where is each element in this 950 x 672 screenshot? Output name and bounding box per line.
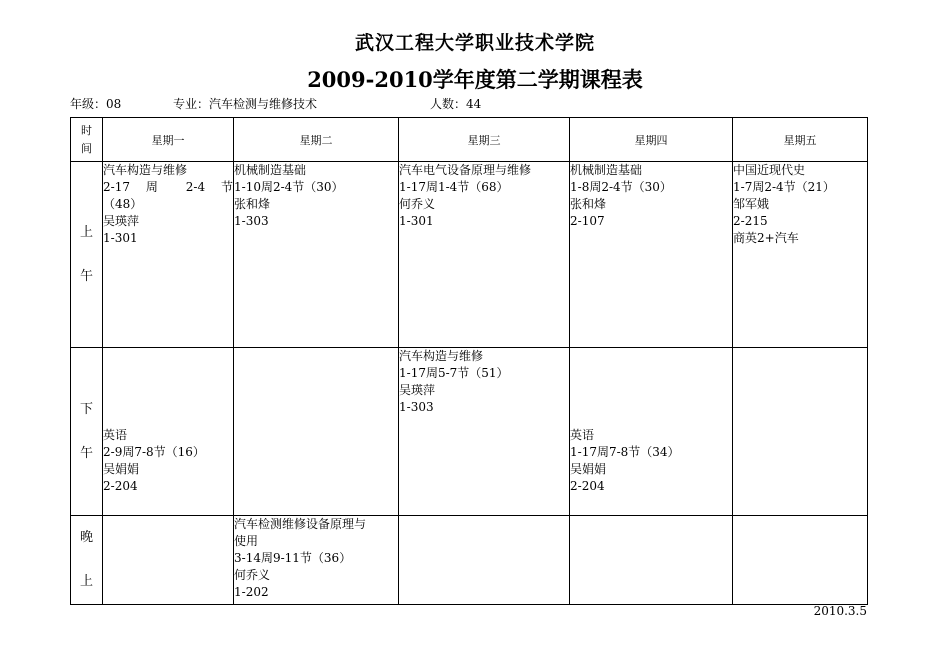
grade-label: 年级：08 xyxy=(70,97,122,111)
course-name: 汽车构造与维修 xyxy=(103,163,188,177)
course-room: 2-204 xyxy=(103,479,138,493)
course-teacher: 何乔义 xyxy=(399,197,436,211)
slot-wed-afternoon xyxy=(399,348,570,516)
time-header-line1: 时 xyxy=(81,123,92,137)
period-morning-1: 上 xyxy=(79,224,93,240)
period-evening xyxy=(71,516,103,605)
evening-row xyxy=(71,516,868,605)
day-header-fri: 星期五 xyxy=(733,118,868,162)
header-row xyxy=(71,118,868,162)
course-room: 2-107 xyxy=(570,214,605,228)
course-room: 2-215 xyxy=(733,214,768,228)
course-schedule: 1-10周2-4节（30） xyxy=(234,180,344,194)
slot-fri-morning xyxy=(733,162,868,348)
slot-tue-afternoon xyxy=(234,348,399,516)
course-count: （48） xyxy=(103,197,143,211)
slot-tue-evening xyxy=(234,516,399,605)
course-name: 汽车构造与维修 xyxy=(399,349,484,363)
slot-thu-morning xyxy=(570,162,733,348)
afternoon-row xyxy=(71,348,868,516)
slot-wed-evening xyxy=(399,516,570,605)
course-room: 1-202 xyxy=(234,585,269,599)
time-header-line2: 间 xyxy=(81,141,92,155)
time-header xyxy=(71,118,103,162)
spacer xyxy=(570,348,732,427)
course-name: 机械制造基础 xyxy=(570,163,643,177)
course-teacher: 张和烽 xyxy=(234,197,271,211)
spacer xyxy=(103,348,233,427)
course-name-line2: 使用 xyxy=(234,534,259,548)
course-teacher: 吴瑛萍 xyxy=(103,214,140,228)
day-header-wed: 星期三 xyxy=(399,118,570,162)
timetable xyxy=(70,117,868,605)
school-title: 武汉工程大学职业技术学院 xyxy=(354,32,595,54)
course-name: 中国近现代史 xyxy=(733,163,806,177)
issue-date: 2010.3.5 xyxy=(813,604,867,618)
course-teacher: 何乔义 xyxy=(234,568,271,582)
slot-tue-morning xyxy=(234,162,399,348)
period-evening-2: 上 xyxy=(79,574,93,589)
period-evening-1: 晚 xyxy=(79,530,93,545)
period-afternoon xyxy=(71,348,103,516)
course-schedule: 3-14周9-11节（36） xyxy=(234,551,352,565)
slot-thu-afternoon xyxy=(570,348,733,516)
student-count-label: 人数：44 xyxy=(430,97,482,111)
course-teacher: 吴娟娟 xyxy=(103,462,140,476)
slot-mon-afternoon xyxy=(103,348,234,516)
course-teacher: 吴瑛萍 xyxy=(399,383,436,397)
period-afternoon-2: 午 xyxy=(79,445,93,461)
course-name: 英语 xyxy=(570,428,595,442)
course-room: 1-303 xyxy=(399,400,434,414)
day-header-mon: 星期一 xyxy=(103,118,234,162)
course-schedule: 2-17 周 2-4 节 xyxy=(103,180,233,194)
day-header-tue: 星期二 xyxy=(234,118,399,162)
slot-mon-morning xyxy=(103,162,234,348)
slot-fri-afternoon xyxy=(733,348,868,516)
course-name: 英语 xyxy=(103,428,128,442)
course-teacher: 吴娟娟 xyxy=(570,462,607,476)
course-name: 汽车电气设备原理与维修 xyxy=(399,163,532,177)
course-room: 1-301 xyxy=(399,214,434,228)
morning-row xyxy=(71,162,868,348)
period-afternoon-1: 下 xyxy=(79,401,93,417)
slot-wed-morning xyxy=(399,162,570,348)
course-schedule: 2-9周7-8节（16） xyxy=(103,445,205,459)
course-room: 1-303 xyxy=(234,214,269,228)
course-schedule: 1-7周2-4节（21） xyxy=(733,180,835,194)
course-schedule: 1-17周1-4节（68） xyxy=(399,180,509,194)
slot-fri-evening xyxy=(733,516,868,605)
slot-thu-evening xyxy=(570,516,733,605)
period-morning xyxy=(71,162,103,348)
course-room: 1-301 xyxy=(103,231,138,245)
day-header-thu: 星期四 xyxy=(570,118,733,162)
schedule-title: 2009-2010学年度第二学期课程表 xyxy=(307,67,643,92)
slot-mon-evening xyxy=(103,516,234,605)
course-teacher: 张和烽 xyxy=(570,197,607,211)
period-morning-2: 午 xyxy=(79,268,93,284)
course-schedule: 1-8周2-4节（30） xyxy=(570,180,672,194)
course-room: 2-204 xyxy=(570,479,605,493)
course-name-line1: 汽车检测维修设备原理与 xyxy=(234,517,367,531)
course-schedule: 1-17周5-7节（51） xyxy=(399,366,509,380)
course-name: 机械制造基础 xyxy=(234,163,307,177)
major-label: 专业：汽车检测与维修技术 xyxy=(173,97,318,111)
course-schedule: 1-17周7-8节（34） xyxy=(570,445,680,459)
course-teacher: 邹军娥 xyxy=(733,197,770,211)
course-note: 商英2+汽车 xyxy=(733,231,799,245)
